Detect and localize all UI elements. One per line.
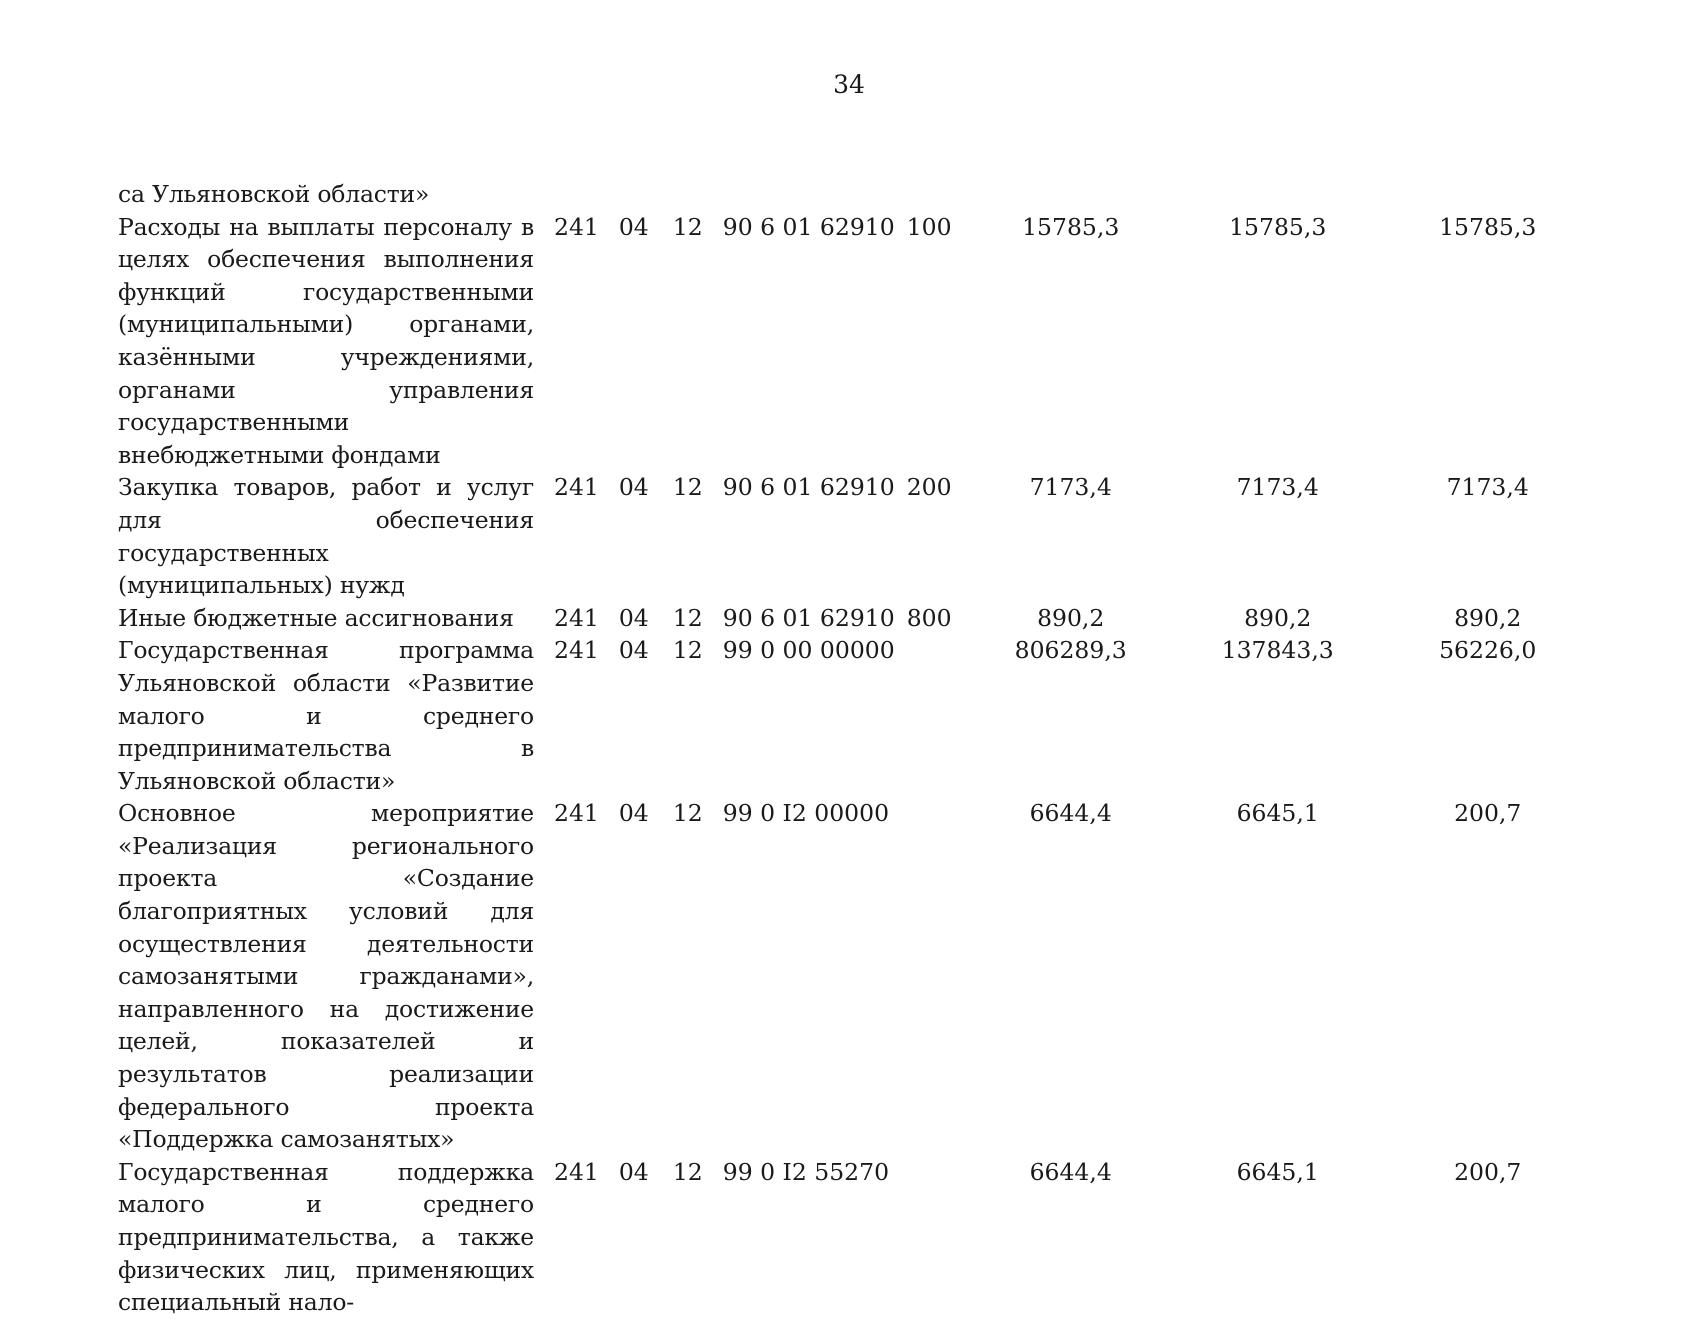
row-section: 04 [618,212,649,241]
row-amount-year-3: 15785,3 [1439,212,1537,241]
row-amount-year-3: 56226,0 [1439,636,1537,665]
row-section: 04 [618,636,649,665]
row-ministry: 241 [554,473,599,502]
table-row [118,797,1591,1156]
row-amount-year-1 [971,178,1171,211]
row-amount-year-3: 200,7 [1454,1157,1522,1186]
row-name: са Ульяновской области» [118,180,430,208]
row-expense-type: 800 [906,603,952,632]
row-name: Основное мероприятие «Реализация регионального проекта «Создание благоприятных условий для осуществления деятельности самозанятыми гражданами», направленного на достижение целей, показателей и результатов реализации федерального проекта «Поддержка самозанятых» [118,799,534,1154]
row-section [599,178,653,211]
row-amount-year-3 [1385,178,1591,211]
row-amount-year-3: 200,7 [1454,799,1522,828]
row-target-article: 99 0 I2 00000 [722,799,890,828]
row-amount-year-2 [1171,178,1385,211]
row-name: Государственная программа Ульяновской области «Развитие малого и среднего предпринимательства в Ульяновской области» [118,636,534,795]
row-target-article: 90 6 01 62910 [722,603,895,632]
row-subsection: 12 [672,603,703,632]
table-row [118,634,1591,797]
row-subsection [653,178,703,211]
row-expense-type [895,634,971,797]
row-amount-year-1: 15785,3 [1022,212,1120,241]
row-amount-year-2: 890,2 [1244,603,1312,632]
row-subsection: 12 [672,799,703,828]
row-ministry [534,178,599,211]
row-expense-type [895,797,971,1156]
row-expense-type: 200 [906,473,952,502]
table-row [118,602,1591,635]
row-section: 04 [618,473,649,502]
row-amount-year-1: 6644,4 [1029,799,1112,828]
row-amount-year-1: 806289,3 [1014,636,1127,665]
row-subsection: 12 [672,212,703,241]
row-subsection: 12 [672,473,703,502]
row-target-article [703,178,895,211]
row-amount-year-1: 890,2 [1037,603,1105,632]
row-amount-year-3: 7173,4 [1446,473,1529,502]
row-amount-year-2: 6645,1 [1236,799,1319,828]
row-amount-year-2: 15785,3 [1229,212,1327,241]
row-section: 04 [618,799,649,828]
row-amount-year-2: 7173,4 [1236,473,1319,502]
page-number: 34 [833,70,865,99]
row-ministry: 241 [554,799,599,828]
budget-table [118,178,1591,1319]
table-row [118,178,1591,211]
row-name: Иные бюджетные ассигнования [118,603,514,632]
row-amount-year-2: 137843,3 [1221,636,1334,665]
row-expense-type [895,1156,971,1319]
row-target-article: 90 6 01 62910 [722,212,895,241]
row-subsection: 12 [672,1157,703,1186]
row-amount-year-1: 7173,4 [1029,473,1112,502]
table-row [118,471,1591,601]
row-amount-year-1: 6644,4 [1029,1157,1112,1186]
row-name: Государственная поддержка малого и среднего предпринимательства, а также физических лиц, применяющих специальный нало- [118,1157,534,1317]
row-subsection: 12 [672,636,703,665]
row-target-article: 99 0 I2 55270 [722,1157,890,1186]
table-row [118,1156,1591,1319]
table-row [118,211,1591,472]
row-target-article: 99 0 00 00000 [722,636,895,665]
row-ministry: 241 [554,212,599,241]
row-expense-type: 100 [906,212,952,241]
row-target-article: 90 6 01 62910 [722,473,895,502]
row-ministry: 241 [554,1157,599,1186]
row-amount-year-2: 6645,1 [1236,1157,1319,1186]
row-expense-type [895,178,971,211]
row-section: 04 [618,1157,649,1186]
row-section: 04 [618,603,649,632]
row-ministry: 241 [554,636,599,665]
row-name: Расходы на выплаты персоналу в целях обеспечения выполнения функций государственными (муниципальными) органами, казёнными учреждениями, органами управления государственными внебюджетными фондами [118,212,534,469]
row-ministry: 241 [554,603,599,632]
row-amount-year-3: 890,2 [1454,603,1522,632]
row-name: Закупка товаров, работ и услуг для обеспечения государственных (муниципальных) нужд [118,473,534,600]
